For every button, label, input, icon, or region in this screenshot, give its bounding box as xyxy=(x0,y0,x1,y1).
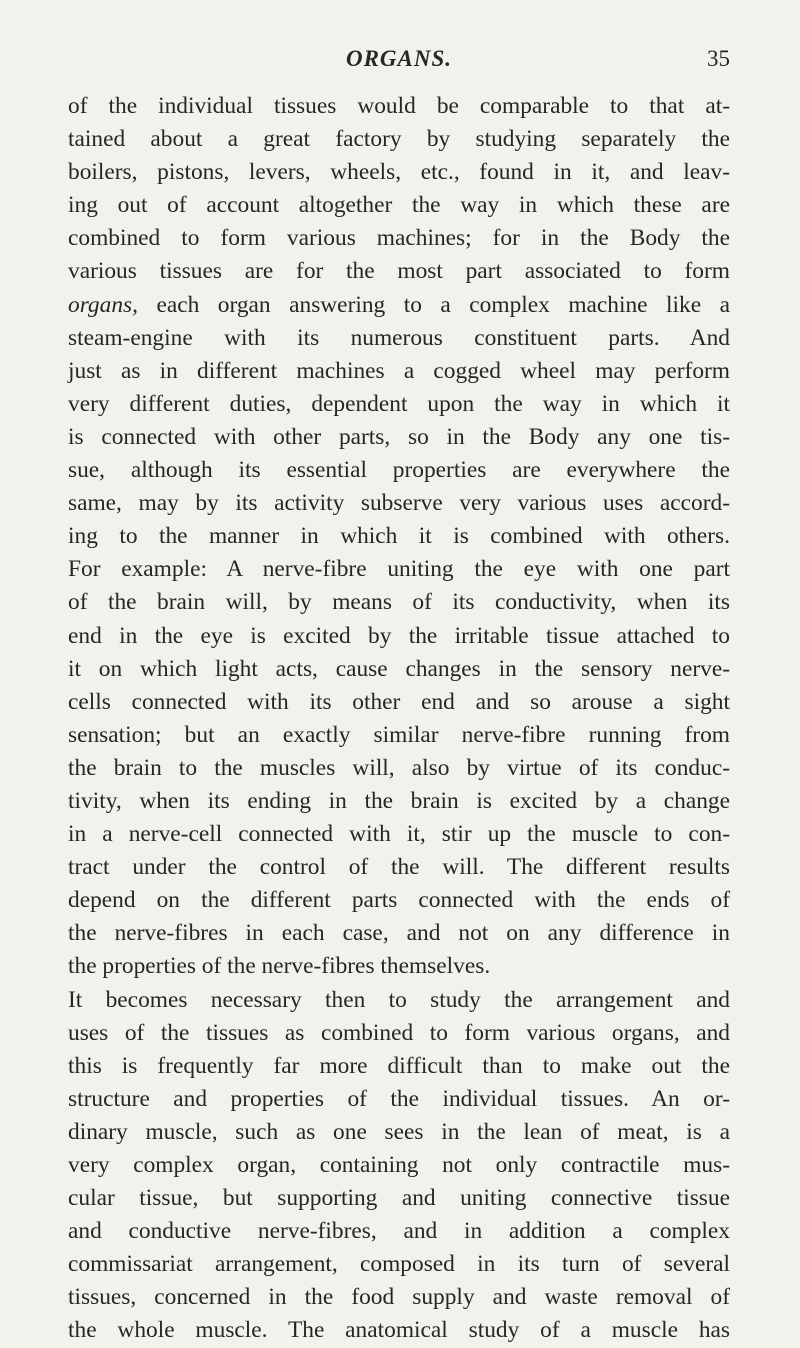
running-title: ORGANS. xyxy=(345,46,453,71)
text-line: is connected with other parts, so in the Body any one tis- xyxy=(68,423,730,450)
text-line: and conductive nerve-fibres, and in addition a complex xyxy=(68,1218,730,1245)
running-head xyxy=(68,46,730,78)
emphasized-term: organs, xyxy=(68,291,138,318)
text-line: of the brain will, by means of its conductivity, when its xyxy=(68,589,730,616)
text-line: combined to form various machines; for in the Body the xyxy=(68,225,730,252)
text-line: the brain to the muscles will, also by virtue of its conduc- xyxy=(68,754,730,781)
text-line: just as in different machines a cogged wheel may perform xyxy=(68,357,730,384)
text-line: the nerve-fibres in each case, and not on any difference in xyxy=(68,920,730,947)
text-line: ing to the manner in which it is combined with others. xyxy=(68,523,730,550)
text-line: boilers, pistons, levers, wheels, etc., found in it, and leav- xyxy=(68,159,730,186)
text-line: end in the eye is excited by the irritable tissue attached to xyxy=(68,622,730,649)
text-line: it on which light acts, cause changes in the sensory nerve- xyxy=(68,655,730,682)
text-segment: each organ answering to a complex machine like a xyxy=(137,291,730,318)
text-line: this is frequently far more difficult than to make out the xyxy=(68,1052,730,1079)
text-line: tivity, when its ending in the brain is excited by a change xyxy=(68,787,730,814)
text-line: tissues, concerned in the food supply and waste removal of xyxy=(68,1284,730,1311)
text-line: tained about a great factory by studying separately the xyxy=(68,126,730,153)
text-line: sue, although its essential properties are everywhere the xyxy=(68,457,730,484)
text-line: of the individual tissues would be comparable to that at- xyxy=(68,93,730,119)
text-line: sensation; but an exactly similar nerve-fibre running from xyxy=(68,721,730,748)
body-text xyxy=(68,90,730,1348)
text-line: cells connected with its other end and so arouse a sight xyxy=(68,688,730,715)
text-line: cular tissue, but supporting and uniting connective tissue xyxy=(68,1185,730,1212)
text-line: uses of the tissues as combined to form various organs, and xyxy=(68,1019,730,1046)
text-line: in a nerve-cell connected with it, stir up the muscle to con- xyxy=(68,821,730,848)
text-line: commissariat arrangement, composed in its turn of several xyxy=(68,1251,730,1278)
text-line: structure and properties of the individual tissues. An or- xyxy=(68,1085,730,1112)
page-number: 35 xyxy=(707,46,730,71)
text-line: tract under the control of the will. The different results xyxy=(68,854,730,881)
text-line: very different duties, dependent upon the way in which it xyxy=(68,390,730,417)
text-line: depend on the different parts connected with the ends of xyxy=(68,887,730,914)
text-line: various tissues are for the most part associated to form xyxy=(68,258,730,285)
text-line: dinary muscle, such as one sees in the lean of meat, is a xyxy=(68,1118,730,1145)
text-line: very complex organ, containing not only contractile mus- xyxy=(68,1152,730,1178)
text-line: For example: A nerve-fibre uniting the eye with one part xyxy=(68,556,730,583)
text-line: the whole muscle. The anatomical study of a muscle has xyxy=(68,1317,730,1344)
text-line: same, may by its activity subserve very various uses accord- xyxy=(68,490,730,517)
text-line: It becomes necessary then to study the arrangement and xyxy=(68,986,730,1013)
text-line: steam-engine with its numerous constituent parts. And xyxy=(68,324,730,351)
text-line: ing out of account altogether the way in which these are xyxy=(68,192,730,219)
text-line: the properties of the nerve-fibres themselves. xyxy=(68,953,491,980)
text-line xyxy=(68,289,730,322)
